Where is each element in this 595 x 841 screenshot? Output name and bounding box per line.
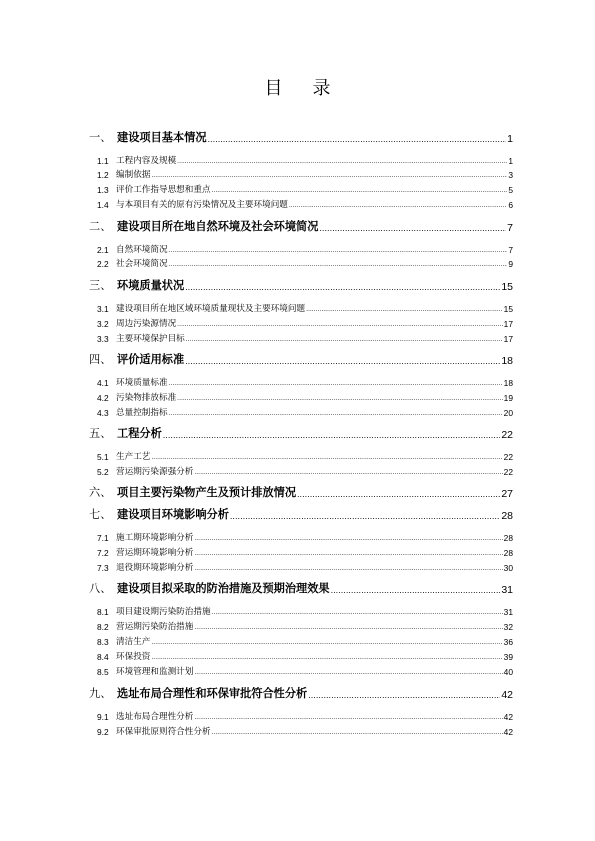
toc-dot-leader — [331, 580, 501, 596]
toc-section-entry[interactable] — [97, 605, 513, 617]
toc-entry-number: 一、 — [89, 131, 112, 144]
toc-entry-number: 1.2 — [97, 170, 109, 180]
toc-entry-label: 项目建设期污染防治措施 — [116, 607, 211, 617]
toc-entry-label: 环境质量状况 — [117, 279, 185, 292]
toc-section-entry[interactable] — [97, 650, 513, 662]
toc-entry-label: 环保投资 — [116, 652, 151, 662]
toc-section-entry[interactable] — [97, 391, 513, 403]
toc-entry-label: 清洁生产 — [116, 637, 151, 647]
toc-entry-number: 3.2 — [97, 319, 109, 329]
toc-entry-label: 主要环境保护目标 — [116, 334, 185, 344]
toc-entry-number: 4.3 — [97, 408, 109, 418]
toc-entry-label: 选址布局合理性和环保审批符合性分析 — [117, 687, 308, 700]
toc-entry-number: 八、 — [89, 582, 112, 595]
toc-dot-leader — [212, 605, 503, 617]
toc-entry-page-number: 18 — [503, 378, 513, 388]
toc-entry-number: 七、 — [89, 508, 112, 521]
toc-entry-number: 9.2 — [97, 727, 109, 737]
title-char-2: 录 — [312, 78, 331, 99]
toc-dot-leader — [194, 561, 502, 573]
toc-dot-leader — [308, 685, 500, 701]
toc-dot-leader — [185, 277, 500, 293]
toc-entry-page-number: 17 — [503, 319, 513, 329]
toc-dot-leader — [177, 317, 503, 329]
toc-dot-leader — [212, 183, 508, 195]
toc-chapter-entry[interactable] — [89, 685, 513, 701]
toc-dot-leader — [169, 243, 508, 255]
toc-section-entry[interactable] — [97, 168, 513, 180]
toc-entry-number: 2.1 — [97, 245, 109, 255]
toc-chapter-entry[interactable] — [89, 506, 513, 522]
toc-dot-leader — [194, 620, 502, 632]
toc-entry-label: 与本项目有关的原有污染情况及主要环境问题 — [116, 200, 288, 210]
toc-entry-number: 4.2 — [97, 393, 109, 403]
toc-entry-label: 污染物排放标准 — [116, 393, 177, 403]
toc-entry-label: 工程内容及规模 — [116, 156, 177, 166]
toc-section-entry[interactable] — [97, 302, 513, 314]
toc-entry-page-number: 42 — [503, 727, 513, 737]
toc-section-entry[interactable] — [97, 332, 513, 344]
toc-entry-number: 二、 — [89, 220, 112, 233]
toc-chapter-entry[interactable] — [89, 129, 513, 145]
toc-entry-number: 3.1 — [97, 304, 109, 314]
toc-entry-label: 环保审批原则符合性分析 — [116, 727, 211, 737]
toc-dot-leader — [194, 465, 502, 477]
toc-dot-leader — [212, 725, 503, 737]
toc-entry-number: 8.5 — [97, 667, 109, 677]
toc-section-entry[interactable] — [97, 665, 513, 677]
toc-entry-label: 评价工作指导思想和重点 — [116, 185, 211, 195]
toc-section-entry[interactable] — [97, 317, 513, 329]
toc-dot-leader — [169, 406, 503, 418]
toc-entry-number: 3.3 — [97, 334, 109, 344]
toc-entry-page-number: 1 — [508, 156, 513, 166]
toc-entry-label: 施工期环境影响分析 — [116, 533, 194, 543]
toc-entry-number: 九、 — [89, 687, 112, 700]
toc-entry-label: 建设项目基本情况 — [117, 131, 207, 144]
toc-entry-number: 三、 — [89, 279, 112, 292]
toc-entry-label: 编制依据 — [116, 170, 151, 180]
toc-entry-label: 退役期环境影响分析 — [116, 563, 194, 573]
toc-entry-number: 8.3 — [97, 637, 109, 647]
toc-entry-page-number: 31 — [501, 584, 513, 596]
toc-entry-label: 营运期污染防治措施 — [116, 622, 194, 632]
toc-chapter-entry[interactable] — [89, 484, 513, 500]
toc-section-entry[interactable] — [97, 710, 513, 722]
toc-dot-leader — [169, 376, 503, 388]
toc-section-entry[interactable] — [97, 154, 513, 166]
toc-entry-number: 四、 — [89, 353, 112, 366]
toc-entry-number: 1.1 — [97, 156, 109, 166]
toc-dot-leader — [297, 484, 500, 500]
toc-section-entry[interactable] — [97, 450, 513, 462]
toc-entry-number: 8.2 — [97, 622, 109, 632]
toc-section-entry[interactable] — [97, 465, 513, 477]
toc-section-entry[interactable] — [97, 620, 513, 632]
toc-entry-page-number: 28 — [503, 548, 513, 558]
toc-entry-page-number: 15 — [501, 281, 513, 293]
toc-entry-label: 营运期环境影响分析 — [116, 548, 194, 558]
toc-entry-page-number: 7 — [508, 245, 513, 255]
toc-entry-page-number: 22 — [503, 467, 513, 477]
toc-entry-label: 周边污染源情况 — [116, 319, 177, 329]
toc-entry-page-number: 22 — [503, 452, 513, 462]
toc-section-entry[interactable] — [97, 546, 513, 558]
toc-entry-page-number: 40 — [503, 667, 513, 677]
toc-dot-leader — [186, 332, 503, 344]
title-char-1: 目 — [264, 78, 283, 99]
toc-chapter-entry[interactable] — [89, 218, 513, 234]
toc-entry-page-number: 9 — [508, 259, 513, 269]
toc-entry-page-number: 22 — [501, 429, 513, 441]
toc-entry-number: 7.3 — [97, 563, 109, 573]
toc-dot-leader — [194, 531, 502, 543]
toc-chapter-entry[interactable] — [89, 580, 513, 596]
toc-entry-label: 总量控制指标 — [116, 408, 168, 418]
toc-entry-page-number: 27 — [501, 488, 513, 500]
toc-entry-number: 2.2 — [97, 259, 109, 269]
toc-entry-label: 建设项目所在地自然环境及社会环境简况 — [117, 220, 319, 233]
toc-dot-leader — [194, 665, 502, 677]
toc-section-entry[interactable] — [97, 376, 513, 388]
toc-entry-label: 工程分析 — [117, 427, 162, 440]
toc-entry-label: 建设项目所在地区域环境质量现状及主要环境问题 — [116, 304, 306, 314]
toc-entry-label: 自然环境简况 — [116, 245, 168, 255]
toc-entry-page-number: 36 — [503, 637, 513, 647]
toc-entry-label: 建设项目环境影响分析 — [117, 508, 229, 521]
toc-entry-page-number: 6 — [508, 200, 513, 210]
toc-entry-label: 选址布局合理性分析 — [116, 712, 194, 722]
toc-section-entry[interactable] — [97, 561, 513, 573]
toc-dot-leader — [151, 450, 502, 462]
toc-entry-label: 生产工艺 — [116, 452, 151, 462]
toc-dot-leader — [177, 391, 503, 403]
toc-entry-page-number: 28 — [503, 533, 513, 543]
toc-entry-page-number: 28 — [501, 510, 513, 522]
toc-entry-label: 项目主要污染物产生及预计排放情况 — [117, 486, 297, 499]
toc-section-entry[interactable] — [97, 531, 513, 543]
toc-entry-number: 1.4 — [97, 200, 109, 210]
toc-entry-page-number: 42 — [503, 712, 513, 722]
toc-entry-number: 9.1 — [97, 712, 109, 722]
toc-dot-leader — [163, 425, 501, 441]
toc-section-entry[interactable] — [97, 243, 513, 255]
toc-dot-leader — [319, 218, 506, 234]
toc-entry-page-number: 7 — [507, 222, 513, 234]
toc-entry-label: 营运期污染源强分析 — [116, 467, 194, 477]
toc-entry-page-number: 39 — [503, 652, 513, 662]
toc-entry-page-number: 17 — [503, 334, 513, 344]
toc-entry-page-number: 30 — [503, 563, 513, 573]
toc-entry-page-number: 18 — [501, 355, 513, 367]
toc-dot-leader — [177, 154, 507, 166]
toc-entry-page-number: 20 — [503, 408, 513, 418]
toc-dot-leader — [151, 650, 502, 662]
toc-entry-number: 5.1 — [97, 452, 109, 462]
toc-dot-leader — [151, 635, 502, 647]
toc-entry-label: 环境质量标准 — [116, 378, 168, 388]
toc-entry-label: 建设项目拟采取的防治措施及预期治理效果 — [117, 582, 330, 595]
toc-entry-number: 1.3 — [97, 185, 109, 195]
toc-entry-page-number: 3 — [508, 170, 513, 180]
toc-dot-leader — [208, 129, 507, 145]
toc-entry-page-number: 15 — [503, 304, 513, 314]
toc-entry-label: 环境管理和监测计划 — [116, 667, 194, 677]
toc-dot-leader — [169, 257, 508, 269]
toc-entry-label: 社会环境简况 — [116, 259, 168, 269]
toc-section-entry[interactable] — [97, 725, 513, 737]
toc-entry-number: 8.4 — [97, 652, 109, 662]
toc-dot-leader — [194, 710, 502, 722]
page-title — [0, 74, 595, 100]
toc-section-entry[interactable] — [97, 183, 513, 195]
toc-section-entry[interactable] — [97, 198, 513, 210]
toc-entry-page-number: 19 — [503, 393, 513, 403]
toc-entry-page-number: 5 — [508, 185, 513, 195]
toc-entry-label: 评价适用标准 — [117, 353, 185, 366]
toc-entry-page-number: 42 — [501, 689, 513, 701]
toc-section-entry[interactable] — [97, 406, 513, 418]
toc-entry-number: 8.1 — [97, 607, 109, 617]
toc-dot-leader — [194, 546, 502, 558]
toc-chapter-entry[interactable] — [89, 425, 513, 441]
toc-dot-leader — [230, 506, 500, 522]
toc-entry-page-number: 1 — [507, 133, 513, 145]
toc-dot-leader — [151, 168, 507, 180]
toc-section-entry[interactable] — [97, 257, 513, 269]
toc-dot-leader — [306, 302, 503, 314]
toc-chapter-entry[interactable] — [89, 277, 513, 293]
toc-entry-number: 4.1 — [97, 378, 109, 388]
toc-entry-number: 7.2 — [97, 548, 109, 558]
toc-dot-leader — [185, 351, 500, 367]
toc-entry-number: 六、 — [89, 486, 112, 499]
toc-entry-page-number: 32 — [503, 622, 513, 632]
toc-entry-number: 五、 — [89, 427, 112, 440]
toc-entry-number: 5.2 — [97, 467, 109, 477]
toc-entry-number: 7.1 — [97, 533, 109, 543]
toc-entry-page-number: 31 — [503, 607, 513, 617]
toc-chapter-entry[interactable] — [89, 351, 513, 367]
toc-section-entry[interactable] — [97, 635, 513, 647]
toc-dot-leader — [289, 198, 507, 210]
